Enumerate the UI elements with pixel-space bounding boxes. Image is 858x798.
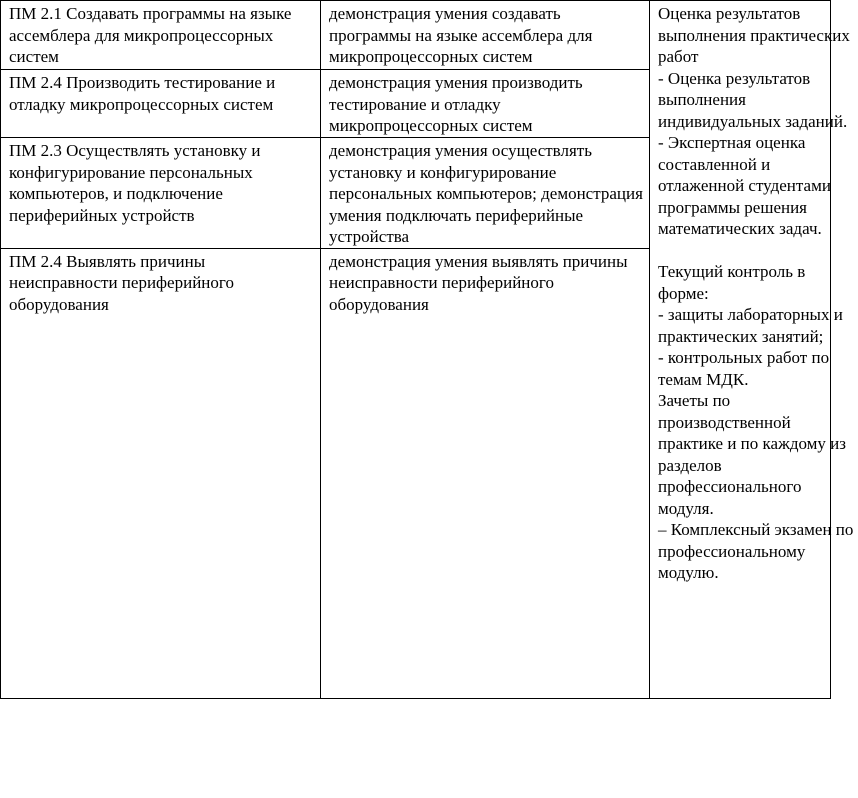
competence-cell: ПМ 2.4 Производить тестирование и отладку микропроцессорных систем bbox=[1, 70, 321, 138]
evaluation-cell bbox=[650, 1, 854, 699]
competence-cell: ПМ 2.4 Выявлять причины неисправности периферийного оборудования bbox=[1, 248, 321, 698]
result-cell: демонстрация умения создавать программы на языке ассемблера для микропроцессорных систем bbox=[321, 1, 650, 70]
competence-cell: ПМ 2.1 Создавать программы на языке ассемблера для микропроцессорных систем bbox=[1, 1, 321, 70]
result-cell: демонстрация умения производить тестирование и отладку микропроцессорных систем bbox=[321, 70, 650, 138]
evaluation-text: Оценка результатов выполнения практических работ - Оценка результатов выполнения индивидуальных заданий. - Экспертная оценка составленной и отлаженной студентами программы решения математических задач. Текущий контроль в форме: - защиты лабораторных и практических занятий; - контрольных работ по темам МДК. Зачеты по производственной практике и по каждому из разделов профессионального модуля. – Комплексный экзамен по профессиональному модулю. bbox=[658, 4, 854, 582]
competence-cell: ПМ 2.3 Осуществлять установку и конфигурирование персональных компьютеров, и подключение периферийных устройств bbox=[1, 138, 321, 249]
result-cell: демонстрация умения осуществлять установку и конфигурирование персональных компьютеров; демонстрация умения подключать периферийные устройства bbox=[321, 138, 650, 249]
table-row bbox=[1, 1, 831, 70]
result-cell: демонстрация умения выявлять причины неисправности периферийного оборудования bbox=[321, 248, 650, 698]
